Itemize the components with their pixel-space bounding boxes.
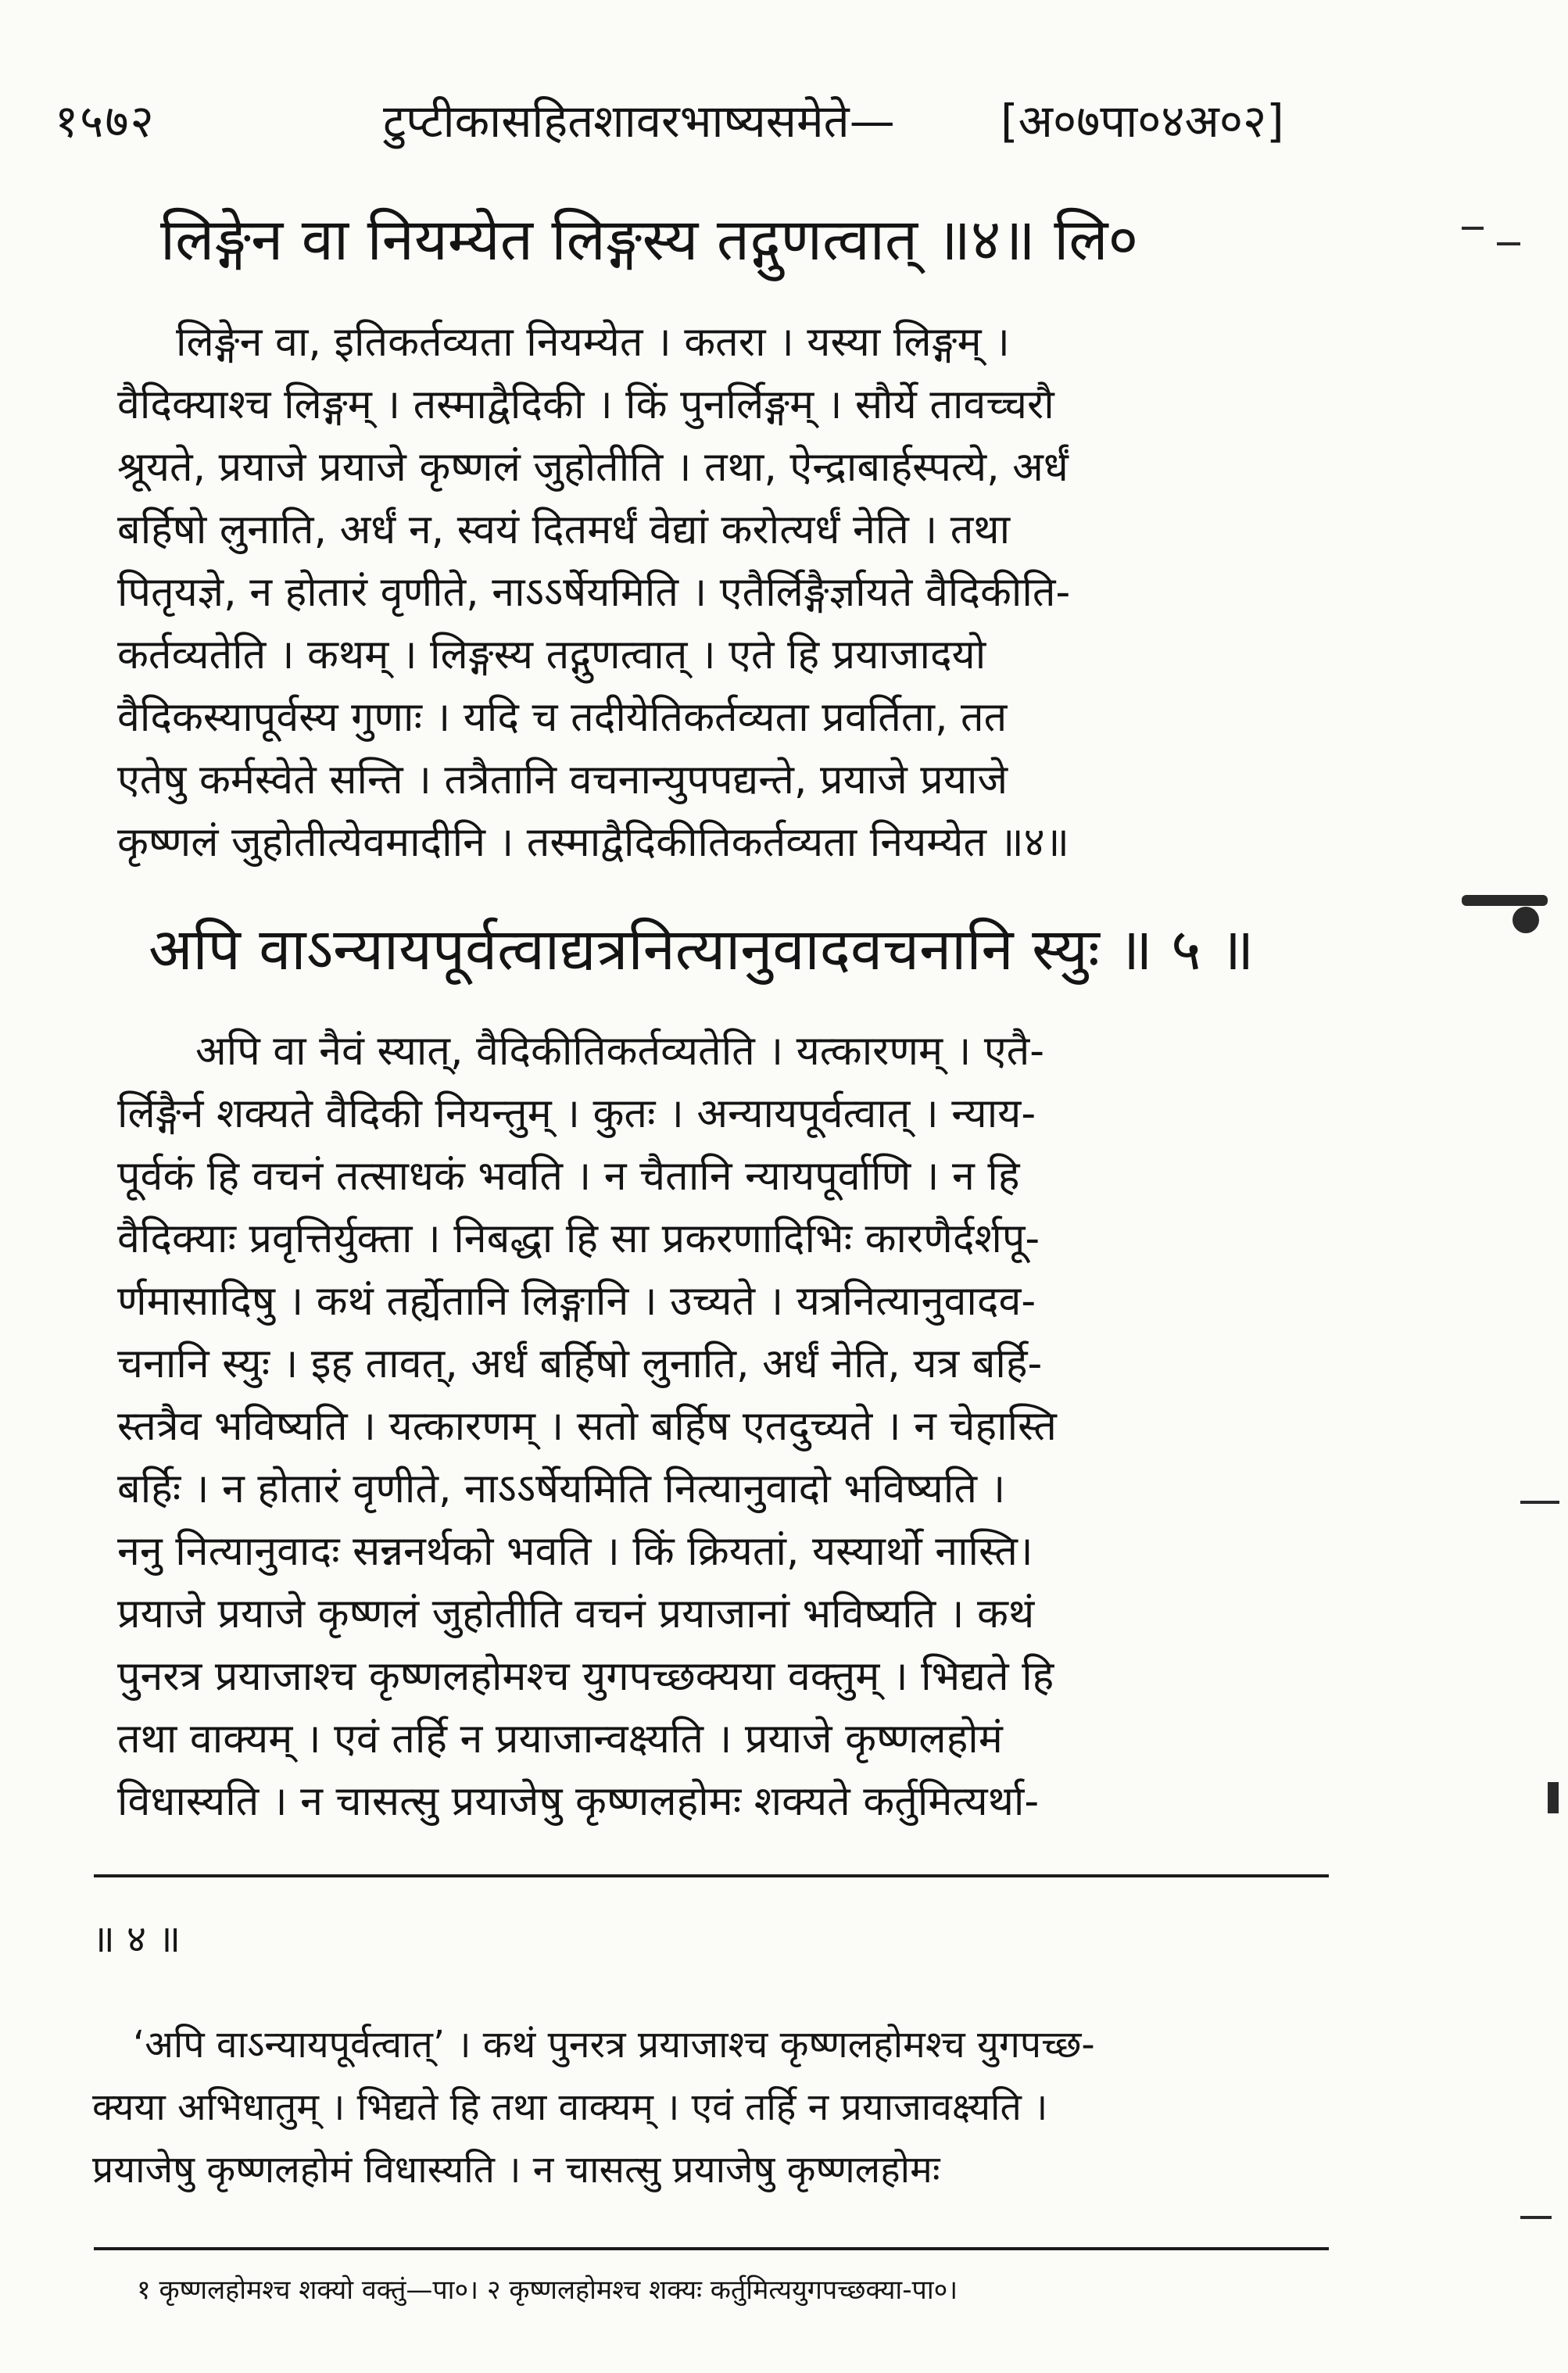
- footnote: १ कृष्णलहोमश्च शक्यो वक्तुं—पा०। २ कृष्णलहोमश्च शक्यः कर्तुमित्ययुगपच्छक्या-पा०।: [137, 2275, 958, 2306]
- text-line: पितृयज्ञे, न होतारं वृणीते, नाऽऽर्षेयमिति । एतैर्लिङ्गैर्ज्ञायते वैदिकीति-: [117, 569, 1071, 616]
- text-line: ननु नित्यानुवादः सन्ननर्थको भवति । किं क्रियतां, यस्यार्थो नास्ति।: [117, 1528, 1033, 1575]
- separator-rule: [94, 1874, 1329, 1877]
- text-line: श्रूयते, प्रयाजे प्रयाजे कृष्णलं जुहोतीति । तथा, ऐन्द्राबार्हस्पत्ये, अर्धं: [117, 444, 1069, 491]
- text-line: लिङ्गेन वा, इतिकर्तव्यता नियम्येत । कतरा । यस्या लिङ्गम् ।: [176, 319, 1010, 366]
- text-line: अपि वा नैवं स्यात्, वैदिकीतिकर्तव्यतेति । यत्कारणम् । एतै-: [195, 1028, 1045, 1075]
- scan-speck: [1548, 1782, 1559, 1813]
- text-line: एतेषु कर्मस्वेते सन्ति । तत्रैतानि वचनान्युपपद्यन्ते, प्रयाजे प्रयाजे: [117, 757, 1008, 804]
- text-line: पूर्वकं हि वचनं तत्साधकं भवति । न चैतानि न्यायपूर्वाणि । न हि: [117, 1153, 1020, 1200]
- text-line: कर्तव्यतेति । कथम् । लिङ्गस्य तद्गुणत्वात् । एते हि प्रयाजादयो: [117, 632, 986, 678]
- scan-blot: [1513, 907, 1539, 933]
- tika-line: ‘अपि वाऽन्यायपूर्वत्वात्’ । कथं पुनरत्र प्रयाजाश्च कृष्णलहोमश्च युगपच्छ-: [133, 2023, 1095, 2067]
- text-line: चनानि स्युः । इह तावत्, अर्धं बर्हिषो लुनाति, अर्धं नेति, यत्र बर्हि-: [117, 1340, 1043, 1387]
- text-line: र्णमासादिषु । कथं तर्ह्येतानि लिङ्गानि । उच्यते । यत्रनित्यानुवादव-: [117, 1278, 1036, 1325]
- text-line: तथा वाक्यम् । एवं तर्हि न प्रयाजान्वक्ष्यति । प्रयाजे कृष्णलहोमं: [117, 1716, 1003, 1763]
- text-line: बर्हिः । न होतारं वृणीते, नाऽऽर्षेयमिति नित्यानुवादो भविष्यति ।: [117, 1466, 1006, 1512]
- text-line: वैदिक्याश्च लिङ्गम् । तस्माद्वैदिकी । किं पुनर्लिङ्गम् । सौर्ये तावच्चरौ: [117, 381, 1054, 428]
- section-reference: [अ०७पा०४अ०२]: [1001, 95, 1284, 148]
- page-number: १५७२: [55, 95, 156, 148]
- sutra-4-heading: लिङ्गेन वा नियम्येत लिङ्गस्य तद्गुणत्वात् ॥४॥ लि०: [160, 206, 1139, 274]
- running-title: टुप्टीकासहितशावरभाष्यसमेते—: [383, 95, 895, 148]
- sutra-5-heading: अपि वाऽन्यायपूर्वत्वाद्यत्रनित्यानुवादवचनानि स्युः ॥ ५ ॥: [149, 916, 1255, 983]
- scan-speck: [1520, 2216, 1552, 2219]
- scan-blot: [1462, 895, 1548, 906]
- text-line: वैदिकस्यापूर्वस्य गुणाः । यदि च तदीयेतिकर्तव्यता प्रवर्तिता, तत: [117, 694, 1008, 741]
- scan-speck: [1462, 227, 1484, 230]
- tika-line: प्रयाजेषु कृष्णलहोमं विधास्यति । न चासत्सु प्रयाजेषु कृष्णलहोमः: [92, 2148, 940, 2192]
- text-line: र्लिङ्गैर्न शक्यते वैदिकी नियन्तुम् । कुतः । अन्यायपूर्वत्वात् । न्याय-: [117, 1090, 1036, 1137]
- scan-speck: [1497, 242, 1520, 245]
- text-line: बर्हिषो लुनाति, अर्धं न, स्वयं दितमर्धं वेद्यां करोत्यर्धं नेति । तथा: [117, 506, 1011, 553]
- text-line: पुनरत्र प्रयाजाश्च कृष्णलहोमश्च युगपच्छक्यया वक्तुम् । भिद्यते हि: [117, 1653, 1054, 1700]
- text-line: प्रयाजे प्रयाजे कृष्णलं जुहोतीति वचनं प्रयाजानां भविष्यति । कथं: [117, 1591, 1035, 1637]
- scan-speck: [1520, 1501, 1559, 1504]
- text-line: विधास्यति । न चासत्सु प्रयाजेषु कृष्णलहोमः शक्यते कर्तुमित्यर्था-: [117, 1778, 1040, 1825]
- footnote-rule: [94, 2247, 1329, 2250]
- text-line: वैदिक्याः प्रवृत्तिर्युक्ता । निबद्धा हि सा प्रकरणादिभिः कारणैर्दर्शपू-: [117, 1215, 1040, 1262]
- tika-marker: ॥ ४ ॥: [92, 1917, 181, 1961]
- tika-line: क्यया अभिधातुम् । भिद्यते हि तथा वाक्यम् । एवं तर्हि न प्रयाजावक्ष्यति ।: [92, 2085, 1048, 2129]
- text-line: स्तत्रैव भविष्यति । यत्कारणम् । सतो बर्हिष एतदुच्यते । न चेहास्ति: [117, 1403, 1057, 1450]
- text-line: कृष्णलं जुहोतीत्येवमादीनि । तस्माद्वैदिकीतिकर्तव्यता नियम्येत ॥४॥: [117, 819, 1069, 866]
